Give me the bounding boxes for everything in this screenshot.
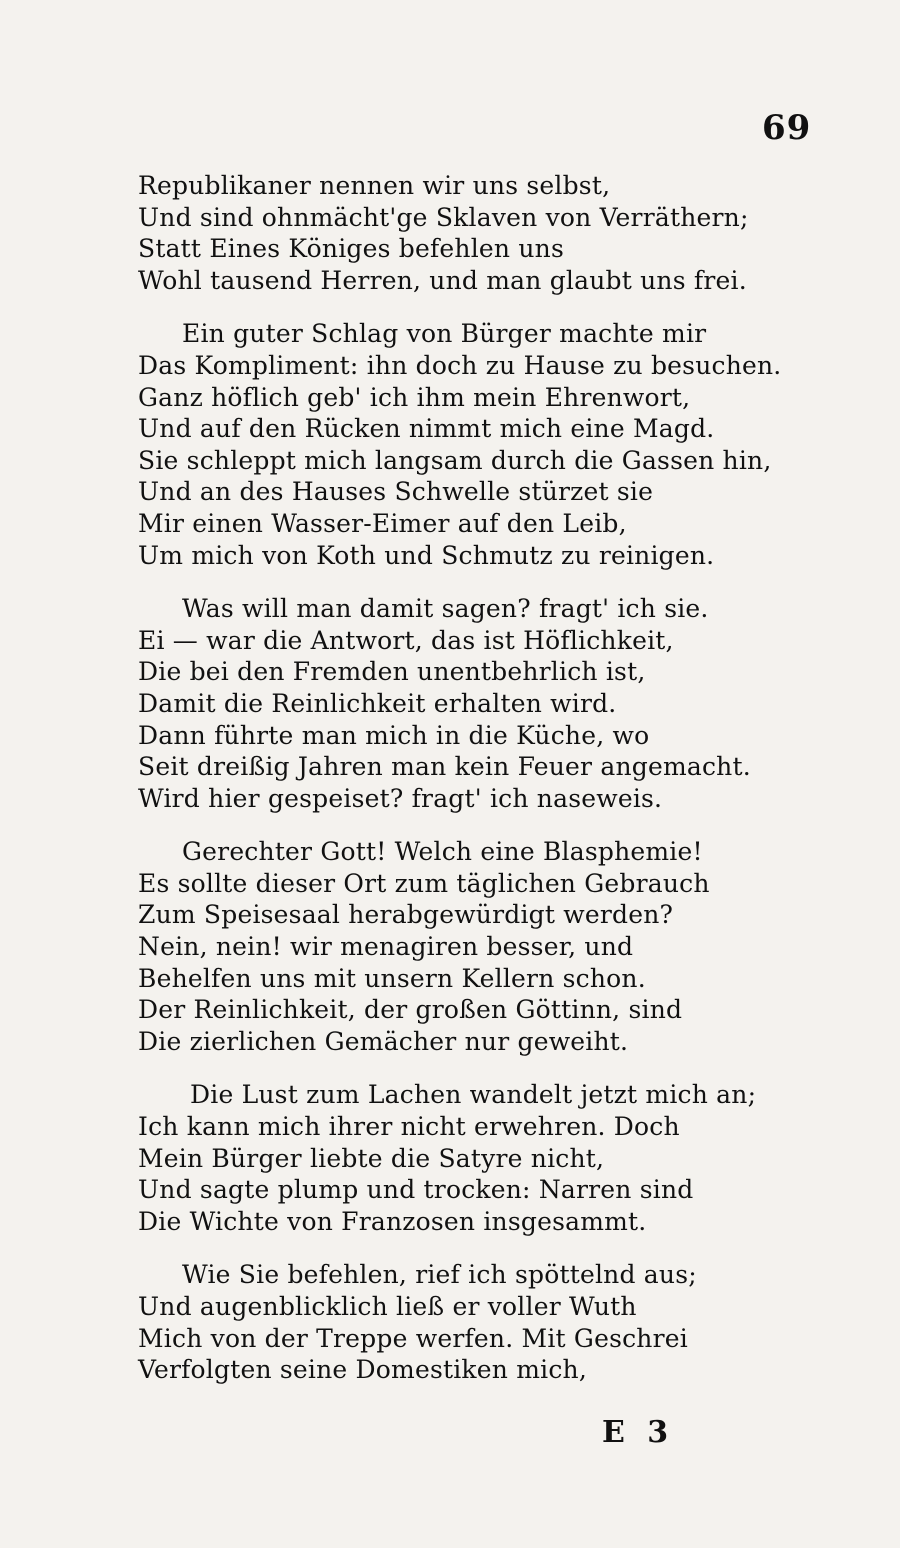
poem-line: Das Kompliment: ihn doch zu Hause zu besuchen. [138, 350, 782, 380]
poem-line: Sie schleppt mich langsam durch die Gassen hin, [138, 445, 772, 475]
stanza-4 [138, 836, 858, 1057]
poem-line: Es sollte dieser Ort zum täglichen Gebrauch [138, 868, 710, 898]
poem-line: Die Wichte von Franzosen insgesammt. [138, 1206, 647, 1236]
poem-line: Statt Eines Königes befehlen uns [138, 234, 564, 264]
stanza-1 [138, 170, 858, 296]
poem-line: Der Reinlichkeit, der großen Göttinn, sind [138, 995, 683, 1025]
stanza-6 [138, 1259, 858, 1385]
stanza-5 [138, 1079, 858, 1237]
poem-line: Um mich von Koth und Schmutz zu reinigen. [138, 540, 715, 570]
stanza-2 [138, 318, 858, 571]
stanza-3 [138, 593, 858, 814]
poem-line: Ich kann mich ihrer nicht erwehren. Doch [138, 1112, 680, 1142]
poem-line: Republikaner nennen wir uns selbst, [138, 171, 611, 200]
poem-line: Was will man damit sagen? fragt' ich sie. [182, 594, 709, 624]
poem-line: Zum Speisesaal herabgewürdigt werden? [138, 900, 674, 930]
poem-line: Mich von der Treppe werfen. Mit Geschrei [138, 1323, 688, 1353]
poem-line: Wird hier gespeiset? fragt' ich naseweis. [138, 783, 663, 813]
signature-mark: E 3 [602, 1415, 675, 1450]
poem-line: Gerechter Gott! Welch eine Blasphemie! [182, 837, 703, 867]
poem-line: Wohl tausend Herren, und man glaubt uns frei. [138, 265, 747, 295]
poem-line: Verfolgten seine Domestiken mich, [138, 1355, 587, 1385]
poem-line: Und auf den Rücken nimmt mich eine Magd. [138, 414, 715, 444]
poem-line: Wie Sie befehlen, rief ich spöttelnd aus; [182, 1260, 697, 1290]
poem-line: Dann führte man mich in die Küche, wo [138, 720, 650, 750]
poem-line: Nein, nein! wir menagiren besser, und [138, 932, 634, 962]
poem-line: Die zierlichen Gemächer nur geweiht. [138, 1026, 629, 1056]
poem-line: Mein Bürger liebte die Satyre nicht, [138, 1143, 605, 1173]
poem-text [138, 170, 858, 1408]
poem-line: Die bei den Fremden unentbehrlich ist, [138, 657, 646, 687]
poem-line: Mir einen Wasser-Eimer auf den Leib, [138, 508, 627, 538]
poem-line: Seit dreißig Jahren man kein Feuer angemacht. [138, 752, 751, 782]
poem-line: Ein guter Schlag von Bürger machte mir [182, 319, 707, 349]
poem-line: Behelfen uns mit unsern Kellern schon. [138, 963, 646, 993]
poem-line: Und sagte plump und trocken: Narren sind [138, 1175, 694, 1205]
poem-line: Und augenblicklich ließ er voller Wuth [138, 1292, 637, 1321]
poem-line: Und sind ohnmächt'ge Sklaven von Verräthern; [138, 202, 749, 232]
page-number: 69 [762, 108, 812, 148]
poem-line: Damit die Reinlichkeit erhalten wird. [138, 688, 617, 718]
poem-line: Und an des Hauses Schwelle stürzet sie [138, 477, 654, 507]
poem-line: Ei — war die Antwort, das ist Höflichkeit, [138, 625, 674, 655]
poem-line: Die Lust zum Lachen wandelt jetzt mich an; [190, 1080, 757, 1110]
poem-line: Ganz höflich geb' ich ihm mein Ehrenwort, [138, 382, 691, 412]
